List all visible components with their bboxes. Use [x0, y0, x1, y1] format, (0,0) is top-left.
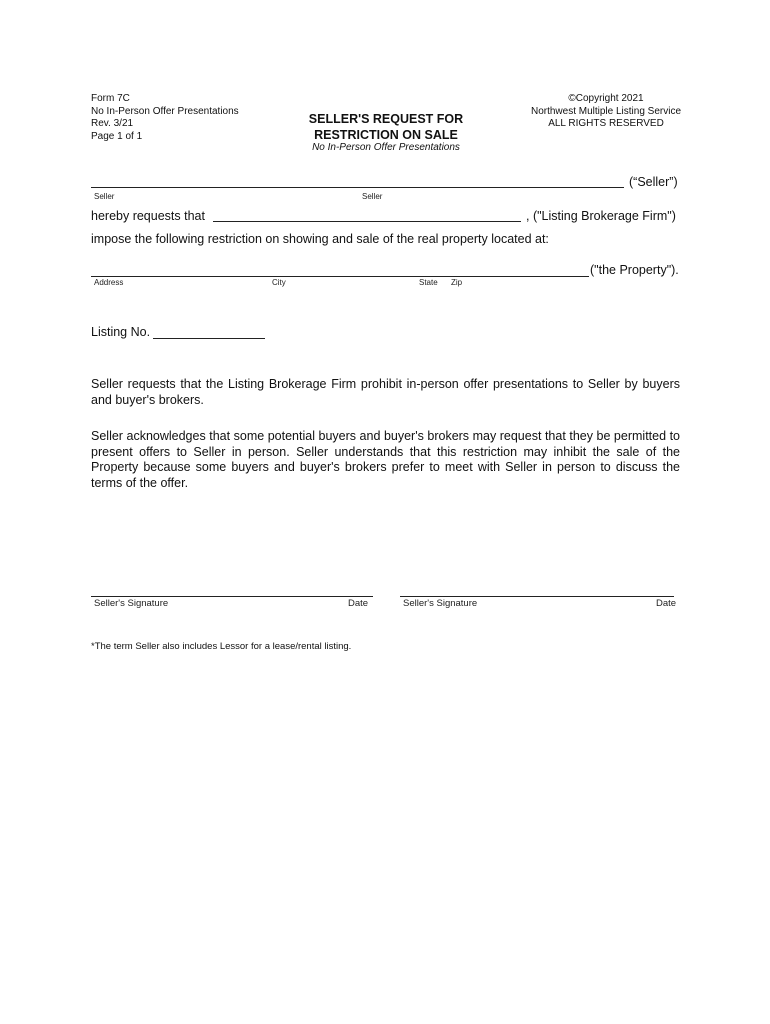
firm-suffix: , ("Listing Brokerage Firm")	[526, 209, 676, 223]
property-address-field[interactable]	[91, 262, 589, 277]
title-line-1: SELLER'S REQUEST FOR	[308, 112, 464, 126]
firm-prefix: hereby requests that	[91, 209, 205, 223]
form-number: Form 7C	[91, 93, 130, 104]
copyright-text: ©Copyright 2021	[568, 93, 644, 104]
request-paragraph: Seller requests that the Listing Brokerage Firm prohibit in-person offer presentations to Seller by buyers and buyer's brokers.	[91, 377, 680, 407]
form-info	[91, 93, 239, 143]
state-label: State	[419, 278, 438, 287]
title-line-2: RESTRICTION ON SALE	[314, 127, 458, 142]
listing-number-label: Listing No.	[91, 325, 151, 339]
seller-suffix: (“Seller”)	[629, 175, 678, 189]
organization-name: Northwest Multiple Listing Service	[530, 105, 682, 117]
acknowledgement-paragraph: Seller acknowledges that some potential buyers and buyer's brokers may request that they be permitted to present offers to Seller in person. Seller understands that this restriction may inhibit the sale of the Property because some buyers and buyer's brokers prefer to meet with Seller in person to discuss the terms of the offer.	[91, 429, 680, 490]
form-name: No In-Person Offer Presentations	[91, 105, 239, 117]
zip-label: Zip	[451, 278, 463, 287]
listing-number-field[interactable]	[153, 324, 265, 339]
city-label: City	[272, 278, 286, 287]
seller-name-field[interactable]	[91, 173, 624, 188]
listing-firm-field[interactable]	[213, 207, 521, 222]
seller-label-1: Seller	[94, 192, 115, 201]
page-count: Page 1 of 1	[91, 130, 143, 142]
form-revision: Rev. 3/21	[91, 118, 134, 129]
date-label-left: Date	[348, 598, 369, 609]
seller-label-2: Seller	[362, 192, 383, 201]
footnote: *The term Seller also includes Lessor for a lease/rental listing.	[91, 641, 352, 652]
date-label-right: Date	[656, 598, 677, 609]
property-suffix: ("the Property").	[590, 263, 679, 277]
rights-text: ALL RIGHTS RESERVED	[548, 118, 664, 129]
signature-label-right: Seller's Signature	[403, 598, 478, 609]
document-title	[265, 112, 507, 143]
document-subtitle: No In-Person Offer Presentations	[312, 142, 460, 153]
seller-signature-line-left[interactable]	[91, 582, 373, 597]
restriction-statement: impose the following restriction on showing and sale of the real property located at:	[91, 232, 549, 246]
copyright-block	[505, 93, 707, 131]
signature-label-left: Seller's Signature	[94, 598, 169, 609]
address-label: Address	[94, 278, 124, 287]
seller-signature-line-right[interactable]	[400, 582, 674, 597]
